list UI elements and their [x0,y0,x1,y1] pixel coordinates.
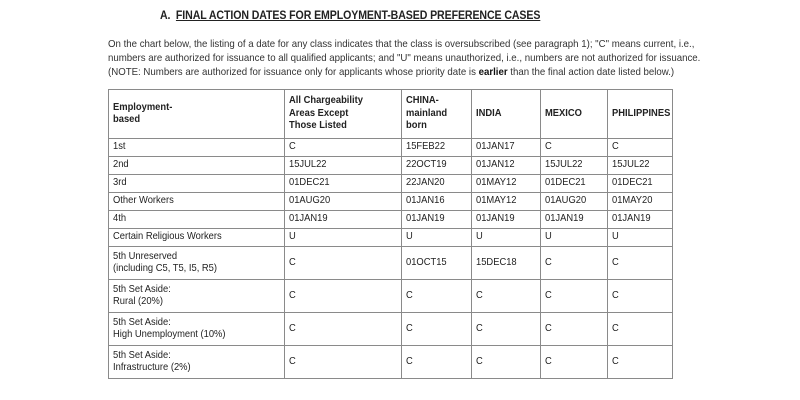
row-label [109,229,285,247]
date-cell [402,175,472,193]
date-value: 15DEC18 [476,256,517,268]
row-label [109,247,285,280]
date-cell [285,175,402,193]
date-cell [402,211,472,229]
row-label-line: 5th Set Aside: [113,283,171,295]
row-label-text [113,251,217,276]
date-value: 01JAN12 [476,159,515,171]
date-cell [541,247,608,280]
row-label-line: (including C5, T5, I5, R5) [113,263,218,274]
date-cell [285,346,402,379]
date-value: U [545,231,552,243]
date-cell [541,346,608,379]
intro-line-2: numbers are authorized for issuance to all qualified applicants; and "U" means unauthorized, i.e., numbers are not authorized for issuance. [108,53,701,64]
row-label-text [113,141,126,154]
date-value: U [612,231,619,243]
row-label [109,193,285,211]
row-label [109,175,285,193]
row-label-text [113,317,226,342]
row-label-text [113,159,129,172]
date-cell [608,193,673,211]
final-action-dates-table [108,89,673,379]
header-all-chargeability [285,90,402,139]
header-line: Those Listed [289,120,347,132]
date-cell [472,139,541,157]
header-philippines [608,90,673,139]
row-label-line: 4th [113,213,127,225]
date-value: 01JAN19 [476,213,515,225]
row-label [109,280,285,313]
date-cell [285,193,402,211]
date-cell [402,313,472,346]
row-label [109,211,285,229]
row-label [109,346,285,379]
date-cell [402,193,472,211]
date-value: C [476,289,483,301]
date-cell [472,229,541,247]
section-heading [160,10,540,22]
date-value: C [545,256,552,268]
row-label-line: Other Workers [113,195,174,207]
date-value: 01JAN17 [476,141,515,153]
date-cell [608,247,673,280]
date-cell [608,211,673,229]
row-label-line: 3rd [113,177,127,189]
date-cell [402,346,472,379]
date-cell [541,193,608,211]
row-label-text [113,284,171,309]
date-value: 01AUG20 [545,195,587,207]
date-value: 22OCT19 [406,159,447,171]
date-cell [608,139,673,157]
date-cell [285,229,402,247]
intro-line-3 [108,66,703,80]
date-cell [472,280,541,313]
table-body [109,139,673,379]
date-cell [541,229,608,247]
header-text [476,108,502,121]
date-cell [402,139,472,157]
row-label-line: High Unemployment (10%) [113,329,226,340]
date-value: C [289,289,296,301]
date-value: C [612,289,619,301]
header-text [289,95,363,133]
date-cell [472,346,541,379]
date-cell [472,211,541,229]
date-cell [541,313,608,346]
table-row [109,280,673,313]
row-label-text [113,177,127,190]
date-value: C [289,256,296,268]
header-line: born [406,120,427,132]
date-value: 01JAN19 [545,213,584,225]
date-value: 01MAY12 [476,177,517,189]
date-cell [402,157,472,175]
date-value: C [545,322,552,334]
date-value: 22JAN20 [406,177,445,189]
date-cell [285,247,402,280]
header-china [402,90,472,139]
row-label-line: Rural (20%) [113,296,164,307]
date-value: 01JAN16 [406,195,445,207]
header-text [545,108,582,121]
table-row [109,157,673,175]
section-title: FINAL ACTION DATES FOR EMPLOYMENT-BASED PREFERENCE CASES [175,10,541,22]
header-line: PHILIPPINES [612,107,671,119]
table-row [109,247,673,280]
date-cell [608,313,673,346]
date-cell [608,229,673,247]
date-value: 01DEC21 [545,177,586,189]
table-row [109,193,673,211]
row-label-line: 5th Set Aside: [113,349,171,361]
date-value: 15FEB22 [406,141,446,153]
date-value: 01DEC21 [612,177,653,189]
date-cell [608,346,673,379]
header-india [472,90,541,139]
table-header-row [109,90,673,139]
date-value: 01MAY20 [612,195,653,207]
date-cell [285,139,402,157]
header-mexico [541,90,608,139]
row-label-line: 2nd [113,159,129,171]
row-label-text [113,195,174,208]
date-value: C [545,289,552,301]
section-letter: A. [160,10,171,22]
date-value: U [476,231,483,243]
row-label [109,313,285,346]
date-cell [472,313,541,346]
row-label [109,139,285,157]
date-value: C [406,322,413,334]
row-label-text [113,350,191,375]
date-value: C [612,141,619,153]
row-label-line: 5th Unreserved [113,250,178,262]
date-cell [472,157,541,175]
header-line: based [113,114,141,125]
date-cell [472,175,541,193]
intro-line-1: On the chart below, the listing of a date for any class indicates that the class is oversubscribed (see paragraph 1); "C" means current, i.e., [108,39,695,50]
header-text [113,102,172,127]
row-label-line: 5th Set Aside: [113,316,171,328]
date-value: 01JAN19 [289,213,328,225]
date-value: U [289,231,296,243]
date-value: C [612,256,619,268]
date-value: C [476,322,483,334]
date-cell [472,247,541,280]
header-line: CHINA- [406,95,439,107]
date-value: C [612,322,619,334]
table-row [109,139,673,157]
date-value: 15JUL22 [289,159,327,171]
row-label-text [113,231,222,244]
date-value: 15JUL22 [612,159,650,171]
date-cell [608,157,673,175]
date-value: 01JAN19 [612,213,651,225]
date-cell [402,247,472,280]
date-value: 01DEC21 [289,177,330,189]
date-value: 01AUG20 [289,195,331,207]
header-line: Employment- [113,101,173,113]
date-cell [541,211,608,229]
date-cell [285,157,402,175]
table-row [109,211,673,229]
intro-paragraph [108,38,703,80]
header-line: MEXICO [545,107,582,119]
intro-line-3-start: (NOTE: Numbers are authorized for issuance only for applicants whose priority date is [108,67,479,78]
date-cell [285,211,402,229]
date-cell [541,175,608,193]
date-value: C [289,141,296,153]
table-row [109,229,673,247]
date-cell [541,157,608,175]
date-value: C [289,322,296,334]
row-label-line: 1st [113,141,126,153]
date-cell [608,175,673,193]
date-value: C [612,355,619,367]
date-cell [541,139,608,157]
date-cell [285,313,402,346]
header-line: mainland [406,107,448,119]
date-cell [285,280,402,313]
date-cell [541,280,608,313]
date-value: C [545,355,552,367]
date-value: C [406,355,413,367]
header-employment-based [109,90,285,139]
date-value: 01JAN19 [406,213,445,225]
date-cell [608,280,673,313]
date-value: U [406,231,413,243]
date-cell [402,229,472,247]
table-row [109,313,673,346]
header-line: Areas Except [289,107,349,119]
date-value: C [545,141,552,153]
header-line: INDIA [476,107,502,119]
date-cell [472,193,541,211]
date-cell [402,280,472,313]
date-value: 01OCT15 [406,256,447,268]
date-value: 15JUL22 [545,159,583,171]
date-value: C [476,355,483,367]
header-text [612,108,670,121]
row-label-line: Certain Religious Workers [113,231,222,243]
date-value: C [406,289,413,301]
row-label-line: Infrastructure (2%) [113,362,191,373]
date-value: 01MAY12 [476,195,517,207]
intro-line-3-end: than the final action date listed below.) [507,67,675,78]
header-line: All Chargeability [289,95,363,107]
intro-emphasis: earlier [478,67,508,78]
row-label [109,157,285,175]
table-row [109,346,673,379]
row-label-text [113,213,126,226]
table-row [109,175,673,193]
date-value: C [289,355,296,367]
header-text [406,95,447,133]
